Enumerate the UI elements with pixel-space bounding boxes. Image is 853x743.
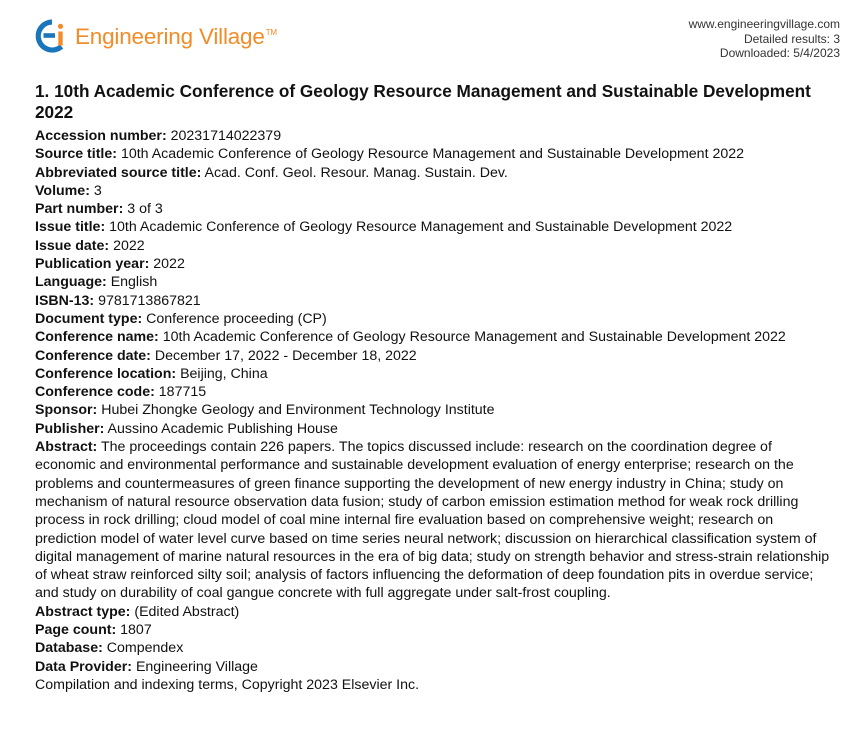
record-field (35, 347, 835, 365)
record-field (35, 328, 835, 346)
record-field (35, 365, 835, 383)
record-field (35, 255, 835, 273)
copyright-notice: Compilation and indexing terms, Copyright 2023 Elsevier Inc. (35, 676, 420, 693)
field-value: 10th Academic Conference of Geology Resource Management and Sustainable Development 2022 (162, 329, 786, 346)
record-field (35, 383, 835, 401)
record-field (35, 273, 835, 291)
logo-wordmark: Engineering Village™ (75, 23, 277, 49)
ev-logo-icon (34, 18, 70, 54)
field-label: Publication year: (35, 256, 150, 273)
download-meta (689, 17, 840, 61)
field-value: Compendex (106, 640, 184, 657)
record-field (35, 127, 835, 145)
record-field (35, 603, 835, 621)
record-field (35, 237, 835, 255)
field-value: 9781713867821 (98, 292, 201, 309)
field-label: Database: (35, 640, 103, 657)
site-url: www.engineeringvillage.com (688, 17, 840, 31)
record-field (35, 310, 835, 328)
record-title: 1. 10th Academic Conference of Geology Resource Management and Sustainable Development 2022 (35, 81, 811, 122)
field-value: 20231714022379 (170, 128, 282, 144)
record-field (35, 401, 835, 419)
field-value: Beijing, China (180, 365, 268, 382)
field-label: Source title: (35, 146, 117, 163)
field-value: 10th Academic Conference of Geology Resource Management and Sustainable Development 2022 (120, 146, 745, 163)
trademark-mark: TM (265, 28, 277, 38)
field-label: Abstract type: (35, 603, 131, 620)
field-value: English (110, 274, 158, 291)
field-value: The proceedings contain 226 papers. The topics discussed include: research on the coordination degree of economic and environmental performance and sustainable development evaluation of energy enterprise; research on the problems and countermeasures of green finance supporting the development of new energy industry in China; study on mechanism of natural resource observation data fusion; study of carbon emission estimation method for weak rock drilling process in rock drilling; cloud model of coal mine internal fire evaluation based on comprehensive weight; research on prediction model of water level curve based on time series neural network; discussion on hierarchical classification system of digital management of marine natural resources in the era of big data; study on strength behavior and stress-strain relationship of wheat straw reinforced silty soil; analysis of factors influencing the deformation of deep foundation pits in overdue service; and study on durability of coal gangue concrete with full aggregate under salt-frost coupling. (35, 439, 830, 602)
record-field (35, 621, 835, 639)
record-field (35, 639, 835, 657)
field-label: Sponsor: (35, 402, 98, 419)
field-label: Data Provider: (35, 658, 132, 675)
field-value: (Edited Abstract) (134, 603, 240, 620)
field-label: Conference code: (35, 384, 155, 401)
field-value: Acad. Conf. Geol. Resour. Manag. Sustain. Dev. (204, 164, 508, 181)
record-field (35, 200, 835, 218)
field-value: 3 of 3 (127, 201, 163, 218)
engineering-village-logo (34, 18, 277, 54)
field-value: 2022 (153, 256, 185, 273)
field-label: Abstract: (35, 439, 98, 456)
field-label: Conference name: (35, 329, 159, 346)
record-field (35, 218, 835, 236)
field-label: Issue title: (35, 219, 106, 236)
field-value: 1807 (120, 622, 152, 639)
field-value: Engineering Village (135, 658, 258, 675)
field-label: Issue date: (35, 237, 110, 254)
record-field (35, 164, 835, 182)
field-label: Accession number: (35, 128, 167, 144)
detailed-results-count: Detailed results: 3 (743, 31, 840, 46)
field-label: Part number: (35, 201, 124, 218)
field-label: Page count: (35, 622, 117, 639)
field-label: Language: (35, 274, 107, 291)
field-label: Conference location: (35, 365, 177, 382)
field-value: December 17, 2022 - December 18, 2022 (154, 347, 417, 364)
field-value: 10th Academic Conference of Geology Resource Management and Sustainable Development 2022 (109, 219, 733, 236)
field-value: Aussino Academic Publishing House (107, 420, 338, 437)
record-field (35, 292, 835, 310)
record-field (35, 145, 835, 163)
field-value: 187715 (158, 384, 207, 401)
field-label: Document type: (35, 310, 143, 327)
record-field (35, 182, 835, 200)
record-field (35, 420, 835, 438)
field-value: Hubei Zhongke Geology and Environment Technology Institute (101, 402, 495, 419)
record-content (35, 81, 835, 694)
field-label: ISBN-13: (35, 292, 95, 309)
record-field (35, 658, 835, 676)
field-label: Abbreviated source title: (35, 164, 202, 181)
download-date: Downloaded: 5/4/2023 (719, 46, 840, 60)
field-label: Volume: (35, 182, 90, 199)
record-field (35, 438, 835, 603)
field-value: 2022 (113, 237, 145, 254)
field-value: Conference proceeding (CP) (146, 310, 327, 327)
field-value: 3 (93, 182, 102, 199)
field-label: Conference date: (35, 347, 151, 364)
page-header (0, 0, 853, 70)
record-fields (35, 127, 835, 676)
field-label: Publisher: (35, 420, 105, 437)
